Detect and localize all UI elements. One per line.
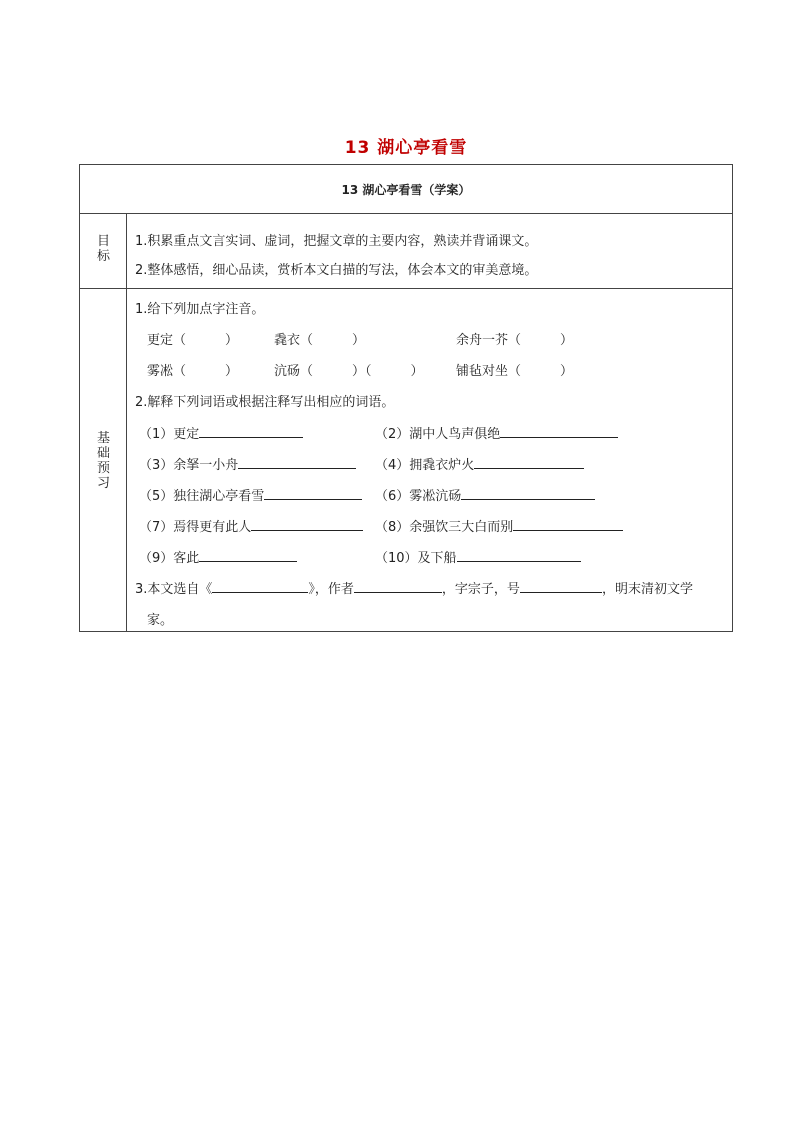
q1-item: 毳衣（ ） (274, 333, 366, 348)
q2-item-text: （10）及下船 (375, 551, 457, 566)
q1-item: 沆砀（ ）（ ） (274, 364, 424, 379)
q2-item (139, 423, 303, 442)
preview-content (127, 289, 732, 631)
answer-blank[interactable] (199, 424, 303, 438)
goal-label-cell (80, 213, 127, 288)
answer-blank[interactable] (264, 486, 362, 500)
worksheet-header: 13 湖心亭看雪（学案） (80, 165, 732, 214)
answer-blank[interactable] (457, 548, 581, 562)
preview-label (80, 431, 127, 491)
q2-item-text: （9）客此 (139, 551, 200, 566)
answer-blank[interactable] (212, 579, 308, 593)
q2-item (375, 454, 584, 473)
preview-row (80, 289, 732, 631)
q2-item-text: （3）余拏一小舟 (139, 458, 239, 473)
q2-item-text: （1）更定 (139, 427, 200, 442)
answer-blank[interactable] (354, 579, 442, 593)
q2-item (139, 454, 356, 473)
q2-item (139, 516, 363, 535)
q2-item-text: （2）湖中人鸟声俱绝 (375, 427, 501, 442)
answer-blank[interactable] (513, 517, 623, 531)
answer-blank[interactable] (474, 455, 584, 469)
goal-label-char: 标 (96, 249, 110, 264)
q2-item-text: （5）独往湖心亭看雪 (139, 489, 265, 504)
q3-text: 3.本文选自《 (135, 582, 213, 597)
q1-title: 1.给下列加点字注音。 (135, 302, 265, 317)
goal-content (127, 213, 732, 288)
answer-blank[interactable] (500, 424, 618, 438)
answer-blank[interactable] (461, 486, 595, 500)
answer-blank[interactable] (251, 517, 363, 531)
goal-label (80, 234, 127, 264)
q1-item: 更定（ ） (147, 333, 239, 348)
q2-item-text: （8）余强饮三大白而别 (375, 520, 514, 535)
q3-line (135, 578, 693, 597)
goal-item: 2.整体感悟，细心品读，赏析本文白描的写法，体会本文的审美意境。 (135, 263, 538, 278)
q2-item-text: （6）雾凇沆砀 (375, 489, 462, 504)
q2-item (375, 423, 618, 442)
q1-item: 雾凇（ ） (147, 364, 239, 379)
q3-text: 》，作者 (308, 582, 354, 597)
q2-item (375, 547, 581, 566)
preview-label-char: 基 (96, 431, 110, 446)
q2-title: 2.解释下列词语或根据注释写出相应的词语。 (135, 395, 395, 410)
q2-item-text: （4）拥毳衣炉火 (375, 458, 475, 473)
preview-label-cell (80, 289, 127, 631)
q1-item: 余舟一芥（ ） (456, 333, 574, 348)
answer-blank[interactable] (199, 548, 297, 562)
q2-item (139, 547, 297, 566)
q2-item (375, 516, 623, 535)
goal-item: 1.积累重点文言实词、虚词，把握文章的主要内容，熟读并背诵课文。 (135, 234, 538, 249)
preview-label-char: 习 (96, 476, 110, 491)
goal-row (80, 213, 732, 289)
q2-item (139, 485, 362, 504)
goal-label-char: 目 (96, 234, 110, 249)
answer-blank[interactable] (238, 455, 356, 469)
q3-text: ，字宗子，号 (441, 582, 520, 597)
preview-label-char: 础 (96, 446, 110, 461)
page-title: 13 湖心亭看雪 (344, 138, 468, 158)
answer-blank[interactable] (520, 579, 602, 593)
q3-text: ，明末清初文学 (601, 582, 693, 597)
q1-item: 铺毡对坐（ ） (456, 364, 574, 379)
q2-item (375, 485, 595, 504)
worksheet-table (79, 164, 733, 632)
q2-item-text: （7）焉得更有此人 (139, 520, 252, 535)
q3-line-2: 家。 (147, 613, 174, 628)
preview-label-char: 预 (96, 461, 110, 476)
